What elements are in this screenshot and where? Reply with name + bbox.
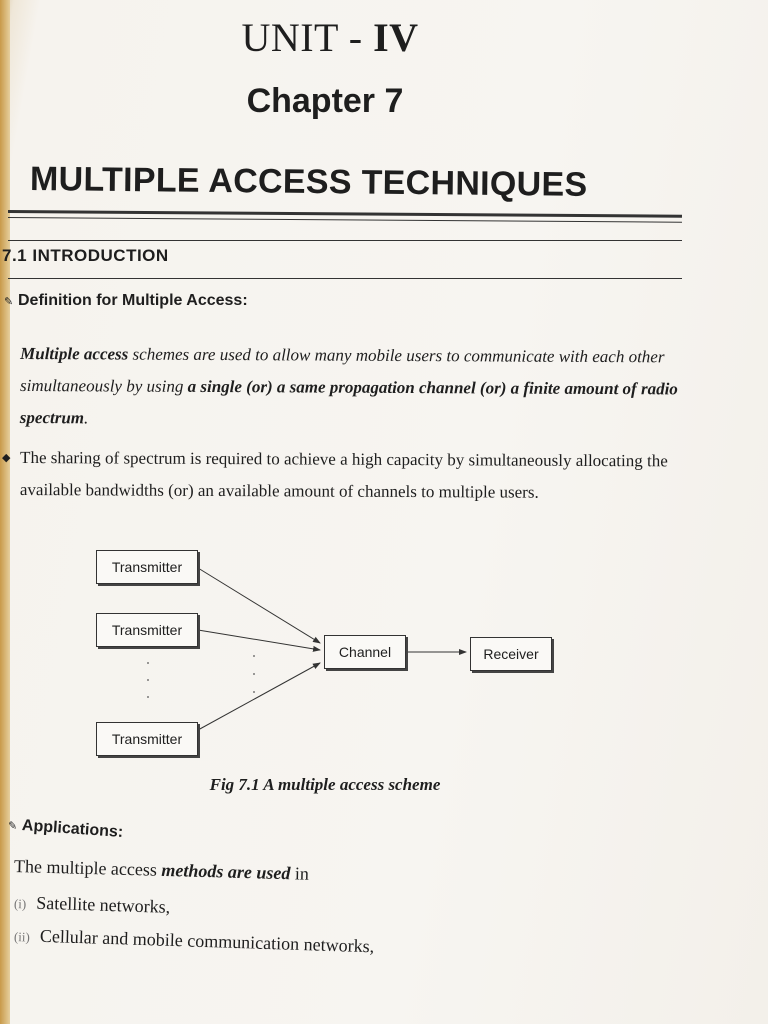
unit-prefix: UNIT - (241, 15, 374, 60)
transmitter-box-3: Transmitter (96, 722, 198, 756)
title-rule-thin (8, 217, 682, 223)
chapter-title: MULTIPLE ACCESS TECHNIQUES (29, 160, 588, 204)
arrow-tx1-channel (198, 568, 320, 643)
list-item-text: Satellite networks, (35, 892, 171, 917)
receiver-box: Receiver (470, 637, 552, 671)
definition-heading (4, 292, 248, 310)
applications-intro (14, 856, 309, 885)
continuation-dots (147, 655, 255, 698)
list-item (14, 925, 375, 957)
applications-heading-text: Applications: (21, 816, 124, 842)
intro-prefix: The multiple access (13, 856, 162, 880)
unit-numeral: IV (373, 15, 419, 60)
transmitter-box-1: Transmitter (96, 550, 198, 584)
list-item (14, 892, 171, 918)
definition-term: Multiple access (20, 344, 129, 364)
channel-box: Channel (324, 635, 406, 669)
list-item-text: Cellular and mobile communication networks, (39, 925, 375, 957)
multiple-access-diagram (80, 540, 580, 770)
title-rule-thick (8, 210, 682, 218)
figure-caption: Fig 7.1 A multiple access scheme (209, 775, 441, 794)
list-item-number: (ii) (13, 929, 31, 945)
book-spine (0, 0, 10, 1024)
definition-end: . (84, 408, 89, 428)
intro-suffix: in (290, 863, 310, 884)
intro-emphasis: methods are used (161, 859, 291, 884)
pen-bullet-icon: ✎ (7, 820, 18, 833)
definition-paragraph (20, 338, 682, 437)
list-item-number: (i) (13, 896, 27, 912)
arrow-tx3-channel (198, 663, 320, 730)
definition-emphasis: a single (or) a same propagation channel (or) a finite amount of radio spectrum (19, 376, 678, 428)
pen-bullet-icon: ✎ (4, 296, 14, 308)
applications-heading (7, 816, 123, 842)
arrow-tx2-channel (198, 630, 320, 650)
definition-body: schemes are used to allow many mobile users to communicate with each other simultaneously by using (19, 344, 665, 396)
section-rule-top (8, 240, 682, 241)
unit-heading (0, 14, 660, 61)
section-rule-bottom (8, 278, 682, 279)
chapter-heading: Chapter 7 (246, 82, 404, 120)
transmitter-box-2: Transmitter (96, 613, 198, 647)
diamond-bullet-icon: ◆ (2, 452, 11, 464)
definition-heading-text: Definition for Multiple Access: (18, 292, 248, 309)
section-heading: 7.1 INTRODUCTION (2, 246, 169, 265)
sharing-paragraph: The sharing of spectrum is required to achieve a high capacity by simultaneously allocating the available bandwidths (or) an available amount of channels to multiple users. (19, 448, 668, 502)
